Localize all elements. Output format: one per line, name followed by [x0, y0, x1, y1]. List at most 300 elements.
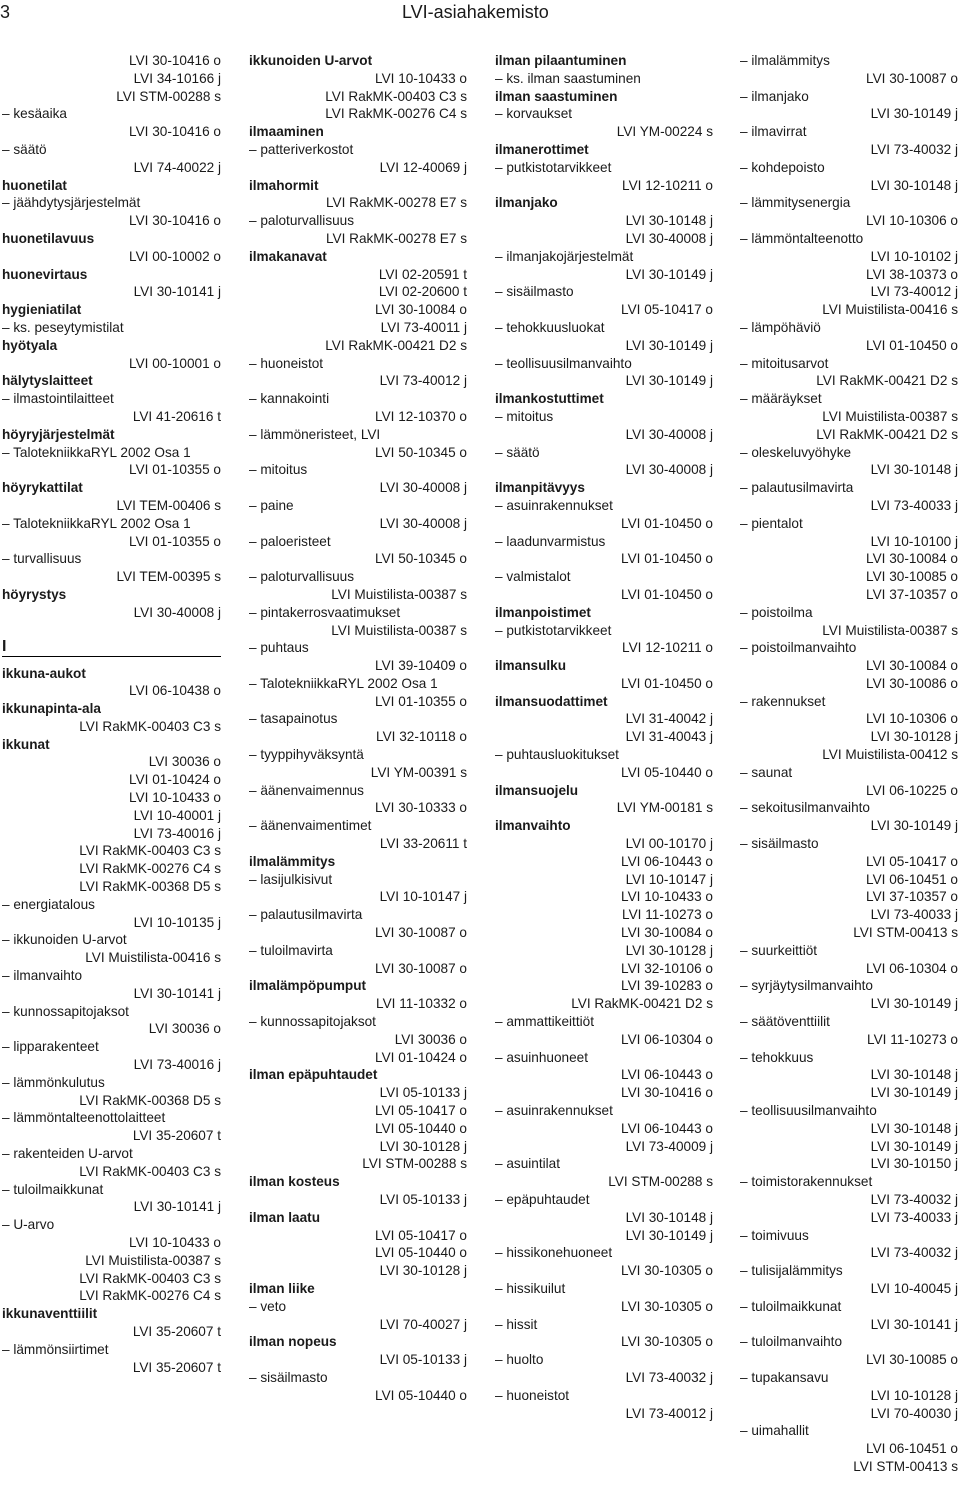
- index-reference: LVI 30-10149 j: [870, 106, 958, 122]
- index-reference: LVI 05-10133 j: [379, 1192, 467, 1207]
- index-subterm: – säätöventtiilit: [740, 1014, 830, 1030]
- index-subterm: – säätö: [2, 141, 47, 157]
- index-subterm: – tuloilmaikkunat: [2, 1181, 104, 1197]
- index-reference: LVI 39-10409 o: [375, 658, 467, 674]
- index-reference: LVI STM-00413 s: [853, 925, 958, 941]
- index-subterm: – säätö: [495, 444, 540, 460]
- index-term: ilman liike: [249, 1280, 315, 1296]
- index-subterm: – ammattikeittiöt: [495, 1014, 594, 1030]
- index-reference: LVI 73-40016 j: [133, 825, 221, 841]
- index-subterm: – tuloilmanvaihto: [740, 1334, 843, 1350]
- index-subterm: – pientalot: [740, 515, 803, 531]
- index-term: huonevirtaus: [2, 266, 88, 282]
- index-subterm: – tasapainotus: [249, 711, 338, 727]
- index-reference: LVI RakMK-00421 D2 s: [816, 426, 958, 442]
- index-reference: LVI 30036 o: [148, 754, 221, 770]
- index-reference: LVI 11-10332 o: [376, 996, 467, 1012]
- index-reference: LVI 30-10087 o: [375, 960, 467, 976]
- index-reference: LVI TEM-00395 s: [116, 569, 221, 585]
- index-reference: LVI 70-40030 j: [870, 1405, 958, 1421]
- index-reference: LVI RakMK-00403 C3 s: [79, 718, 221, 734]
- index-reference: LVI 30-10141 j: [870, 1316, 958, 1332]
- index-subterm: – oleskeluvyöhyke: [740, 444, 852, 460]
- index-subterm: – TalotekniikkaRYL 2002 Osa 1: [2, 515, 191, 531]
- index-reference: LVI 73-40032 j: [870, 1245, 958, 1261]
- index-subterm: – asuinrakennukset: [495, 1103, 613, 1119]
- index-reference: LVI 05-10133 j: [379, 1085, 467, 1101]
- index-term: ilman nopeus: [249, 1334, 337, 1350]
- index-reference: LVI RakMK-00276 C4 s: [325, 106, 467, 122]
- index-reference: LVI 00-10170 j: [625, 836, 713, 852]
- index-reference: LVI 01-10355 o: [129, 533, 221, 549]
- index-subterm: – asuintilat: [495, 1156, 560, 1172]
- index-term: ilmansuodattimet: [495, 693, 608, 709]
- index-subterm: – hissikuilut: [495, 1280, 566, 1296]
- index-subterm: – asuinrakennukset: [495, 497, 613, 513]
- index-reference: LVI 70-40027 j: [379, 1316, 467, 1332]
- index-subterm: – epäpuhtaudet: [495, 1192, 590, 1207]
- index-subterm: – pintakerrosvaatimukset: [249, 604, 401, 620]
- index-reference: LVI 10-10147 j: [625, 871, 713, 887]
- index-reference: LVI 73-40032 j: [625, 1369, 713, 1385]
- index-reference: LVI 10-10433 o: [129, 790, 221, 806]
- index-subterm: – toimivuus: [740, 1227, 809, 1243]
- index-subterm: – laadunvarmistus: [495, 533, 606, 549]
- index-reference: LVI 01-10450 o: [621, 551, 713, 567]
- index-reference: LVI 74-40022 j: [133, 159, 221, 175]
- index-subterm: – lipparakenteet: [2, 1039, 99, 1055]
- index-reference: LVI Muistilista-00387 s: [822, 408, 958, 424]
- index-term: ilmansulku: [495, 658, 567, 674]
- index-reference: LVI 00-10002 o: [129, 248, 221, 264]
- index-reference: LVI 10-10306 o: [866, 213, 958, 229]
- index-reference: LVI 30-10084 o: [621, 925, 713, 941]
- index-reference: LVI 12-10211 o: [622, 177, 713, 193]
- index-reference: LVI Muistilista-00412 s: [822, 747, 958, 763]
- index-reference: LVI 31-40042 j: [625, 711, 713, 727]
- index-subterm: – tehokkuusluokat: [495, 319, 605, 335]
- index-reference: LVI YM-00224 s: [616, 124, 713, 140]
- index-term: ilmaaminen: [249, 124, 324, 140]
- index-subterm: – huoneistot: [249, 355, 324, 371]
- index-subterm: – rakenteiden U-arvot: [2, 1146, 133, 1162]
- index-subterm: – kohdepoisto: [740, 159, 825, 175]
- index-reference: LVI 30-10148 j: [625, 213, 713, 229]
- index-reference: LVI 30-40008 j: [379, 480, 467, 496]
- index-term: ikkunoiden U-arvot: [249, 53, 373, 68]
- index-reference: LVI 30-10416 o: [129, 124, 221, 140]
- index-term: ilmakanavat: [249, 248, 327, 264]
- index-subterm: – paloeristeet: [249, 533, 331, 549]
- index-subterm: – TalotekniikkaRYL 2002 Osa 1: [2, 444, 191, 460]
- index-reference: LVI Muistilista-00387 s: [85, 1252, 221, 1268]
- index-subterm: – puhtaus: [249, 640, 309, 656]
- index-reference: LVI 10-10102 j: [870, 248, 958, 264]
- index-reference: LVI 01-10450 o: [621, 586, 713, 602]
- index-reference: LVI 30-10084 o: [866, 551, 958, 567]
- index-reference: LVI Muistilista-00387 s: [331, 622, 467, 638]
- index-subterm: – syrjäytysilmanvaihto: [740, 978, 873, 994]
- index-reference: LVI 05-10417 o: [621, 302, 713, 318]
- index-subterm: – lämmöntalteenottolaitteet: [2, 1110, 166, 1126]
- index-subterm: – lämmönsiirtimet: [2, 1341, 109, 1357]
- index-subterm: – puhtausluokitukset: [495, 747, 619, 763]
- index-reference: LVI RakMK-00421 D2 s: [325, 337, 467, 353]
- index-term: ilman epäpuhtaudet: [249, 1067, 378, 1083]
- index-reference: LVI 73-40016 j: [133, 1057, 221, 1073]
- index-reference: LVI 06-10443 o: [621, 853, 713, 869]
- index-subterm: – ilmastointilaitteet: [2, 391, 114, 407]
- index-reference: LVI 11-10273 o: [622, 907, 713, 923]
- index-subterm: – tulisijalämmitys: [740, 1263, 843, 1279]
- index-subterm: – tuloilmaikkunat: [740, 1298, 842, 1314]
- index-term: ilmalämmitys: [249, 853, 336, 869]
- index-reference: LVI 10-40045 j: [870, 1280, 958, 1296]
- index-reference: LVI RakMK-00368 D5 s: [79, 1092, 221, 1108]
- index-reference: LVI 73-40033 j: [870, 1209, 958, 1225]
- index-subterm: – tupakansavu: [740, 1369, 829, 1385]
- index-reference: LVI 32-10118 o: [376, 729, 467, 745]
- index-reference: LVI 05-10417 o: [866, 853, 958, 869]
- index-reference: LVI 73-40012 j: [870, 284, 958, 300]
- index-subterm: – sisäilmasto: [495, 284, 574, 300]
- index-reference: LVI 10-10100 j: [870, 533, 958, 549]
- index-column-3: [495, 52, 713, 1422]
- index-subterm: – kunnossapitojaksot: [249, 1014, 376, 1030]
- index-reference: LVI 30-10305 o: [621, 1334, 713, 1350]
- index-subterm: – mitoitus: [249, 462, 308, 478]
- index-reference: LVI 35-20607 t: [132, 1359, 221, 1375]
- index-reference: LVI 30-10086 o: [866, 675, 958, 691]
- index-subterm: – jäähdytysjärjestelmät: [2, 195, 141, 211]
- index-reference: LVI 30-10416 o: [129, 213, 221, 229]
- index-subterm: – tyyppihyväksyntä: [249, 747, 364, 763]
- index-subterm: – suurkeittiöt: [740, 942, 818, 958]
- index-term: höyrystys: [2, 586, 67, 602]
- index-reference: LVI 30-10141 j: [133, 1199, 221, 1215]
- index-reference: LVI 02-20591 t: [378, 266, 467, 282]
- index-reference: LVI 06-10304 o: [866, 960, 958, 976]
- index-reference: LVI 73-40032 j: [870, 1192, 958, 1207]
- index-reference: LVI 30-10149 j: [870, 1138, 958, 1154]
- index-subterm: – valmistalot: [495, 569, 571, 585]
- index-term: ikkunaventtiilit: [2, 1306, 98, 1322]
- index-term: ikkuna-aukot: [2, 665, 86, 681]
- index-reference: LVI RakMK-00421 D2 s: [816, 373, 958, 389]
- index-term: ilman kosteus: [249, 1174, 340, 1190]
- index-reference: LVI 37-10357 o: [866, 889, 958, 905]
- index-term: hyötyala: [2, 337, 58, 353]
- index-reference: LVI 10-10433 o: [375, 70, 467, 86]
- index-reference: LVI 30-10084 o: [375, 302, 467, 318]
- index-reference: LVI 01-10355 o: [375, 693, 467, 709]
- index-reference: LVI 30-10148 j: [625, 1209, 713, 1225]
- index-reference: LVI 10-40001 j: [133, 807, 221, 823]
- index-subterm: – määräykset: [740, 391, 822, 407]
- index-term: ilmanpitävyys: [495, 480, 585, 496]
- index-reference: LVI 01-10424 o: [129, 772, 221, 788]
- index-subterm: – hissit: [495, 1316, 538, 1332]
- index-reference: LVI 30-40008 j: [625, 426, 713, 442]
- index-reference: LVI 30-10150 j: [870, 1156, 958, 1172]
- index-reference: LVI 73-40012 j: [379, 373, 467, 389]
- index-reference: LVI YM-00181 s: [616, 800, 713, 816]
- index-reference: LVI STM-00288 s: [362, 1156, 467, 1172]
- index-subterm: – lasijulkisivut: [249, 871, 333, 887]
- index-reference: LVI 30-10305 o: [621, 1298, 713, 1314]
- index-subterm: – paine: [249, 497, 294, 513]
- index-subterm: – sisäilmasto: [249, 1369, 328, 1385]
- index-reference: LVI 01-10450 o: [621, 515, 713, 531]
- index-reference: LVI 30-10149 j: [625, 337, 713, 353]
- index-reference: LVI 30-10149 j: [625, 266, 713, 282]
- index-reference: LVI RakMK-00368 D5 s: [79, 879, 221, 895]
- index-reference: LVI 73-40033 j: [870, 907, 958, 923]
- index-subterm: – teollisuusilmanvaihto: [495, 355, 632, 371]
- index-subterm: – energiatalous: [2, 896, 95, 912]
- index-term: ilmahormit: [249, 177, 319, 193]
- index-reference: LVI 05-10440 o: [621, 764, 713, 780]
- index-reference: LVI RakMK-00278 E7 s: [325, 195, 467, 211]
- index-reference: LVI 30-10148 j: [870, 1067, 958, 1083]
- index-reference: LVI 30-10149 j: [870, 1085, 958, 1101]
- page-header: [0, 0, 960, 40]
- index-reference: LVI 73-40011 j: [380, 319, 467, 335]
- index-reference: LVI TEM-00406 s: [116, 497, 221, 513]
- index-subterm: – putkistotarvikkeet: [495, 622, 612, 638]
- index-reference: LVI RakMK-00403 C3 s: [325, 88, 467, 104]
- index-term: ilmansuojelu: [495, 782, 579, 798]
- index-reference: LVI 39-10283 o: [621, 978, 713, 994]
- index-reference: LVI 30-10333 o: [375, 800, 467, 816]
- index-reference: LVI 10-10433 o: [129, 1235, 221, 1250]
- index-reference: LVI 10-10128 j: [870, 1387, 958, 1403]
- index-reference: LVI RakMK-00421 D2 s: [571, 996, 713, 1012]
- index-reference: LVI 73-40012 j: [625, 1405, 713, 1421]
- index-reference: LVI 30-10141 j: [133, 284, 221, 300]
- index-subterm: – teollisuusilmanvaihto: [740, 1103, 877, 1119]
- index-reference: LVI 06-10304 o: [621, 1031, 713, 1047]
- index-subterm: – toimistorakennukset: [740, 1174, 873, 1190]
- index-subterm: – huolto: [495, 1352, 544, 1368]
- index-reference: LVI Muistilista-00416 s: [822, 302, 958, 318]
- index-reference: LVI 30-10148 j: [870, 1120, 958, 1136]
- index-reference: LVI 06-10438 o: [129, 683, 221, 699]
- index-subterm: – sekoitusilmanvaihto: [740, 800, 870, 816]
- index-subterm: – uimahallit: [740, 1423, 809, 1439]
- index-subterm: – putkistotarvikkeet: [495, 159, 612, 175]
- index-subterm: – turvallisuus: [2, 551, 82, 567]
- index-reference: LVI 12-10211 o: [622, 640, 713, 656]
- index-subterm: – hissikonehuoneet: [495, 1245, 613, 1261]
- index-subterm: – tuloilmavirta: [249, 942, 333, 958]
- index-column-1: [2, 52, 221, 1376]
- index-reference: LVI 30-10148 j: [870, 177, 958, 193]
- index-subterm: – rakennukset: [740, 693, 826, 709]
- index-reference: LVI 30-10416 o: [129, 53, 221, 68]
- index-reference: LVI 30-10148 j: [870, 462, 958, 478]
- index-reference: LVI RakMK-00276 C4 s: [79, 1288, 221, 1304]
- index-reference: LVI STM-00288 s: [608, 1174, 713, 1190]
- index-reference: LVI 30-10128 j: [625, 942, 713, 958]
- index-subterm: – mitoitus: [495, 408, 554, 424]
- section-letter: I: [2, 622, 221, 657]
- page-number: 3: [0, 2, 11, 22]
- index-subterm: – kunnossapitojaksot: [2, 1003, 129, 1019]
- index-subterm: – veto: [249, 1298, 287, 1314]
- index-term: ilman pilaantuminen: [495, 53, 627, 68]
- index-reference: LVI 30036 o: [394, 1031, 467, 1047]
- index-term: hälytyslaitteet: [2, 373, 93, 389]
- index-subterm: – lämmitysenergia: [740, 195, 851, 211]
- index-reference: LVI RakMK-00403 C3 s: [79, 1163, 221, 1179]
- index-subterm: – ks. ilman saastuminen: [495, 70, 641, 86]
- index-reference: LVI Muistilista-00416 s: [85, 950, 221, 966]
- index-reference: LVI 73-40032 j: [870, 141, 958, 157]
- index-reference: LVI 73-40033 j: [870, 497, 958, 513]
- index-reference: LVI RakMK-00403 C3 s: [79, 1270, 221, 1286]
- index-subterm: – palautusilmavirta: [740, 480, 854, 496]
- index-term: huonetilavuus: [2, 230, 95, 246]
- index-reference: LVI 35-20607 t: [132, 1323, 221, 1339]
- index-reference: LVI 06-10451 o: [866, 871, 958, 887]
- index-term: huonetilat: [2, 177, 67, 193]
- index-subterm: – mitoitusarvot: [740, 355, 829, 371]
- index-term: ilmanvaihto: [495, 818, 571, 834]
- index-reference: LVI 30-10087 o: [866, 70, 958, 86]
- index-subterm: – ilmanvaihto: [2, 968, 83, 984]
- index-reference: LVI 30-10128 j: [379, 1138, 467, 1154]
- index-reference: LVI 01-10424 o: [375, 1049, 467, 1065]
- index-reference: LVI 50-10345 o: [375, 444, 467, 460]
- index-reference: LVI STM-00413 s: [853, 1458, 958, 1474]
- index-reference: LVI 00-10001 o: [129, 355, 221, 371]
- index-reference: LVI 30-10087 o: [375, 925, 467, 941]
- index-reference: LVI 30-10085 o: [866, 1352, 958, 1368]
- index-reference: LVI 05-10417 o: [375, 1103, 467, 1119]
- index-subterm: – asuinhuoneet: [495, 1049, 588, 1065]
- index-subterm: – kannakointi: [249, 391, 330, 407]
- index-subterm: – ikkunoiden U-arvot: [2, 932, 127, 948]
- index-term: höyrykattilat: [2, 480, 83, 496]
- index-reference: LVI 05-10133 j: [379, 1352, 467, 1368]
- index-subterm: – lämmönkulutus: [2, 1074, 105, 1090]
- index-reference: LVI 33-20611 t: [379, 836, 467, 852]
- index-reference: LVI 11-10273 o: [867, 1031, 958, 1047]
- index-reference: LVI 30-40008 j: [625, 230, 713, 246]
- index-subterm: – ilmavirrat: [740, 124, 807, 140]
- index-reference: LVI 30-10149 j: [625, 1227, 713, 1243]
- index-reference: LVI 41-20616 t: [132, 408, 221, 424]
- index-reference: LVI 06-10443 o: [621, 1120, 713, 1136]
- index-subterm: – paloturvallisuus: [249, 213, 355, 229]
- index-reference: LVI 30-40008 j: [379, 515, 467, 531]
- index-reference: LVI 01-10450 o: [621, 675, 713, 691]
- index-subterm: – patteriverkostot: [249, 141, 354, 157]
- index-reference: LVI 01-10450 o: [866, 337, 958, 353]
- index-term: ilmalämpöpumput: [249, 978, 367, 994]
- index-subterm: – poistoilma: [740, 604, 813, 620]
- index-reference: LVI 05-10417 o: [375, 1227, 467, 1243]
- index-reference: LVI RakMK-00276 C4 s: [79, 861, 221, 877]
- index-reference: LVI 30-10149 j: [625, 373, 713, 389]
- index-reference: LVI 30-10128 j: [870, 729, 958, 745]
- index-subterm: – ilmanjako: [740, 88, 809, 104]
- index-reference: LVI 01-10355 o: [129, 462, 221, 478]
- index-term: ikkunapinta-ala: [2, 701, 101, 717]
- index-reference: LVI 05-10440 o: [375, 1245, 467, 1261]
- index-subterm: – lämmöntalteenotto: [740, 230, 864, 246]
- index-reference: LVI YM-00391 s: [370, 764, 467, 780]
- index-reference: LVI 06-10451 o: [866, 1441, 958, 1457]
- index-term: ikkunat: [2, 736, 50, 752]
- index-reference: LVI 02-20600 t: [378, 284, 467, 300]
- index-reference: LVI 30-10149 j: [870, 818, 958, 834]
- index-reference: LVI 05-10440 o: [375, 1387, 467, 1403]
- index-reference: LVI 30-40008 j: [133, 604, 221, 620]
- index-column-2: [249, 52, 467, 1405]
- index-subterm: – poistoilmanvaihto: [740, 640, 857, 656]
- index-reference: LVI 10-10433 o: [621, 889, 713, 905]
- index-reference: LVI 06-10225 o: [866, 782, 958, 798]
- index-reference: LVI 06-10443 o: [621, 1067, 713, 1083]
- index-subterm: – TalotekniikkaRYL 2002 Osa 1: [249, 675, 438, 691]
- index-subterm: – korvaukset: [495, 106, 573, 122]
- index-reference: LVI 35-20607 t: [132, 1128, 221, 1144]
- index-reference: LVI 38-10373 o: [866, 266, 958, 282]
- index-reference: LVI 34-10166 j: [133, 70, 221, 86]
- index-subterm: – äänenvaimentimet: [249, 818, 372, 834]
- index-term: ilman laatu: [249, 1209, 321, 1225]
- index-reference: LVI 12-40069 j: [379, 159, 467, 175]
- index-subterm: – lämmöneristeet, LVI: [249, 426, 381, 442]
- index-reference: LVI 30-10128 j: [379, 1263, 467, 1279]
- running-title: LVI-asiahakemisto: [402, 2, 549, 22]
- index-term: höyryjärjestelmät: [2, 426, 115, 442]
- index-subterm: – huoneistot: [495, 1387, 570, 1403]
- index-subterm: – äänenvaimennus: [249, 782, 364, 798]
- index-reference: LVI 50-10345 o: [375, 551, 467, 567]
- index-subterm: – tehokkuus: [740, 1049, 814, 1065]
- index-reference: LVI 37-10357 o: [866, 586, 958, 602]
- index-subterm: – paloturvallisuus: [249, 569, 355, 585]
- index-subterm: – lämpöhäviö: [740, 319, 821, 335]
- index-reference: LVI 32-10106 o: [621, 960, 713, 976]
- index-reference: LVI 10-10135 j: [133, 914, 221, 930]
- index-reference: LVI RakMK-00278 E7 s: [325, 230, 467, 246]
- index-reference: LVI 30-10084 o: [866, 658, 958, 674]
- index-reference: LVI STM-00288 s: [116, 88, 221, 104]
- index-reference: LVI 30-10149 j: [870, 996, 958, 1012]
- index-term: ilmanpoistimet: [495, 604, 591, 620]
- index-term: ilmanjako: [495, 195, 558, 211]
- index-subterm: – palautusilmavirta: [249, 907, 363, 923]
- index-reference: LVI RakMK-00403 C3 s: [79, 843, 221, 859]
- index-column-4: [740, 52, 958, 1476]
- index-subterm: – ks. peseytymistilat: [2, 319, 124, 335]
- index-subterm: – saunat: [740, 764, 793, 780]
- index-reference: LVI 30-10085 o: [866, 569, 958, 585]
- index-term: ilmanerottimet: [495, 141, 589, 157]
- index-reference: LVI 30036 o: [148, 1021, 221, 1037]
- index-subterm: – kesäaika: [2, 106, 67, 122]
- index-subterm: – ilmalämmitys: [740, 53, 830, 68]
- index-reference: LVI Muistilista-00387 s: [331, 586, 467, 602]
- index-reference: LVI 73-40009 j: [625, 1138, 713, 1154]
- index-reference: LVI 30-10305 o: [621, 1263, 713, 1279]
- index-term: hygieniatilat: [2, 302, 82, 318]
- index-reference: LVI 30-10141 j: [133, 985, 221, 1001]
